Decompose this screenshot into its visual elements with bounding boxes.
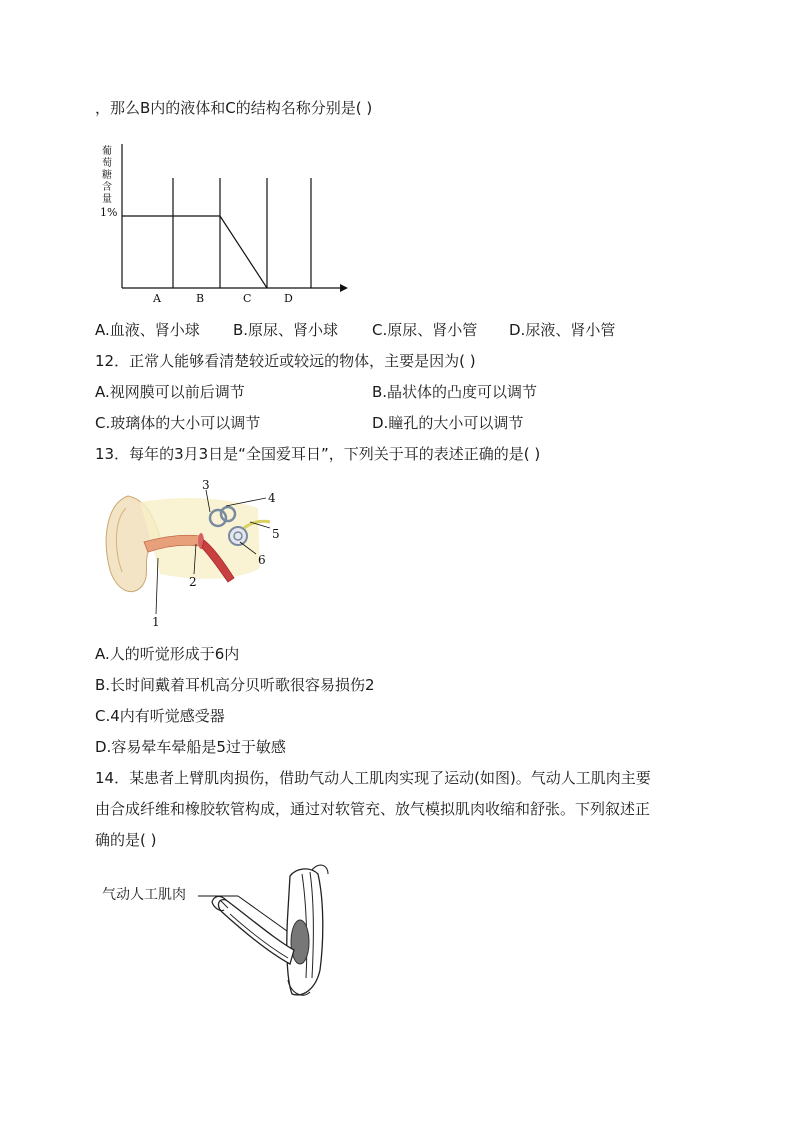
ear-label-1: 1 <box>152 615 160 628</box>
q12-option-d: D.瞳孔的大小可以调节 <box>372 414 524 432</box>
graph-ylabel-char: 含 <box>102 182 112 193</box>
graph-ylabel-char: 量 <box>102 194 112 205</box>
arm-diagram <box>198 860 348 1010</box>
q11-option-d: D.尿液、肾小管 <box>509 321 616 339</box>
ear-label-6: 6 <box>258 553 266 567</box>
q14-stem-line-2: 由合成纤维和橡胶软管构成，通过对软管充、放气模拟肌肉收缩和舒张。下列叙述正 <box>95 800 651 818</box>
q12-option-c: C.玻璃体的大小可以调节 <box>95 414 261 432</box>
graph-region-label: B <box>196 292 205 305</box>
graph-ylabel-char: 萄 <box>102 158 112 169</box>
q11-stem: ，那么B内的液体和C的结构名称分别是( ) <box>95 99 373 117</box>
graph-region-label: C <box>243 292 252 305</box>
q14-stem-line-1: 14．某患者上臂肌肉损伤，借助气动人工肌肉实现了运动(如图)。气动人工肌肉主要 <box>95 769 651 787</box>
q13-option-c: C.4内有听觉感受器 <box>95 707 225 725</box>
q13-option-d: D.容易晕车晕船是5过于敏感 <box>95 738 286 756</box>
q11-option-a: A.血液、肾小球 <box>95 321 200 339</box>
graph-region-label: D <box>284 292 293 305</box>
q13-option-a: A.人的听觉形成于6内 <box>95 645 240 663</box>
ear-label-3: 3 <box>202 478 210 492</box>
artificial-muscle-shape <box>291 920 309 964</box>
q12-option-b: B.晶状体的凸度可以调节 <box>372 383 538 401</box>
ear-diagram <box>100 478 300 628</box>
graph-y-tick: 1% <box>100 206 118 219</box>
glucose-curve <box>122 216 267 288</box>
cochlea-shape <box>229 527 247 545</box>
q11-option-b: B.原尿、肾小球 <box>233 321 339 339</box>
graph-region-label: A <box>153 292 161 305</box>
ear-label-2: 2 <box>189 575 197 589</box>
q12-stem: 12．正常人能够看清楚较近或较远的物体，主要是因为( ) <box>95 352 476 370</box>
graph-ylabel-char: 糖 <box>102 170 112 181</box>
q13-option-b: B.长时间戴着耳机高分贝听歌很容易损伤2 <box>95 676 375 694</box>
q13-stem: 13．每年的3月3日是“全国爱耳日”，下列关于耳的表述正确的是( ) <box>95 445 541 463</box>
arm-figure-label: 气动人工肌肉 <box>102 887 186 903</box>
glucose-graph <box>96 140 356 310</box>
ear-label-4: 4 <box>268 491 276 505</box>
graph-x-arrow <box>340 284 348 292</box>
ear-label-5: 5 <box>272 527 280 541</box>
leader-line-1 <box>156 558 158 614</box>
q14-stem-line-3: 确的是( ) <box>95 831 157 849</box>
q11-option-c: C.原尿、肾小管 <box>372 321 478 339</box>
graph-ylabel-char: 葡 <box>102 146 112 157</box>
q12-option-a: A.视网膜可以前后调节 <box>95 383 245 401</box>
